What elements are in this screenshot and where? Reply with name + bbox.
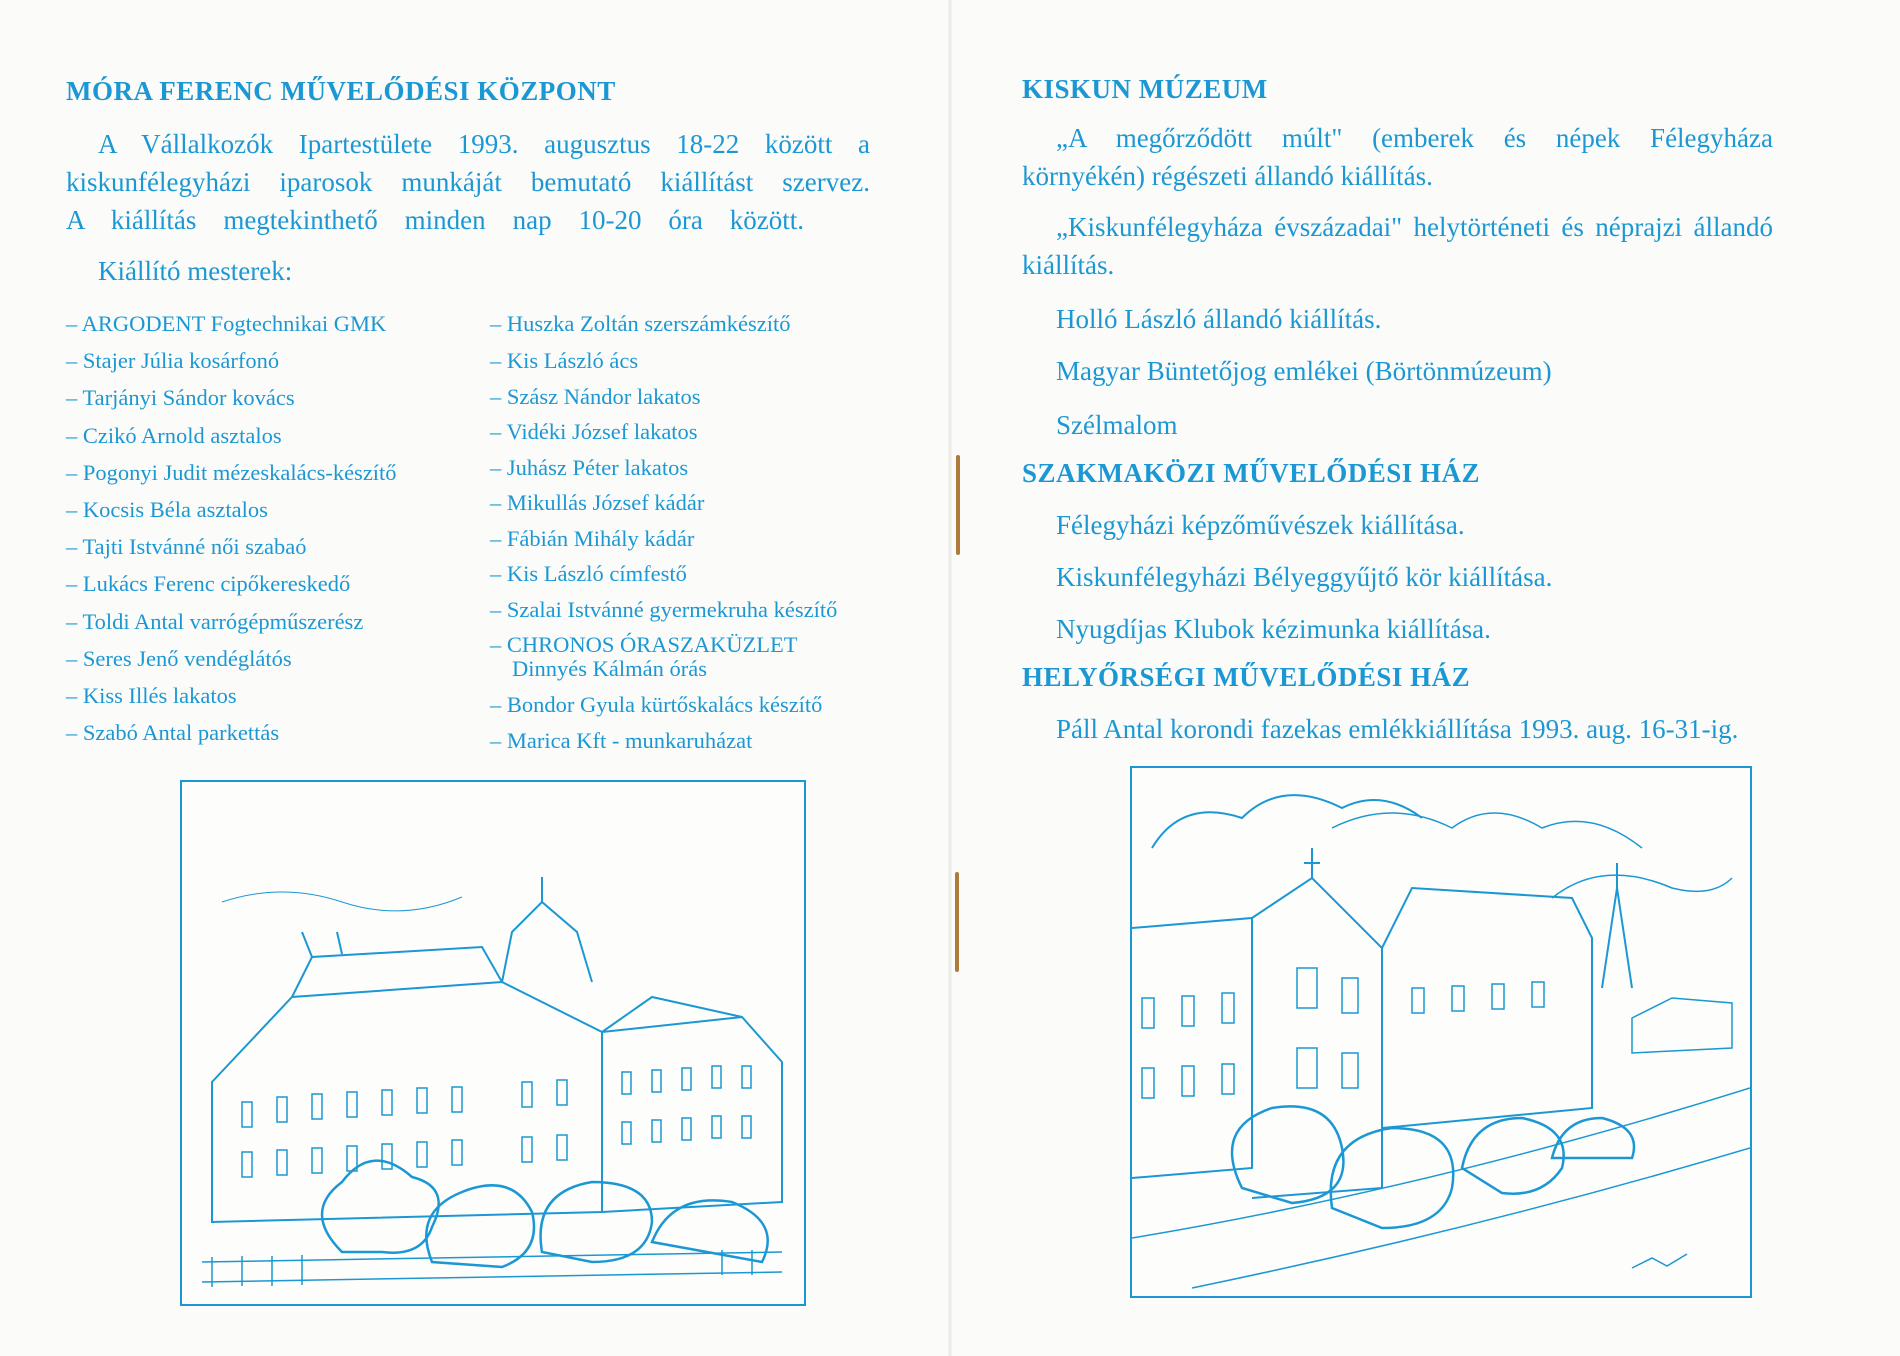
masters-list-2	[490, 312, 837, 766]
helyorseg-heading: HELYŐRSÉGI MŰVELŐDÉSI HÁZ	[1022, 662, 1471, 692]
szakma-item-2: Kiskunfélegyházi Bélyeggyűjtő kör kiállítása.	[1056, 562, 1553, 592]
museum-item-3: Holló László állandó kiállítás.	[1056, 304, 1382, 334]
list-item: – Szabó Antal parkettás	[66, 720, 280, 746]
list-item: – Stajer Júlia kosárfonó	[66, 348, 280, 374]
szakma-item-1: Félegyházi képzőművészek kiállítása.	[1056, 510, 1465, 540]
helyorseg-item: Páll Antal korondi fazekas emlékkiállítása 1993. aug. 16-31-ig.	[1056, 714, 1739, 744]
szakma-item-3: Nyugdíjas Klubok kézimunka kiállítása.	[1056, 614, 1491, 644]
museum-item-2-line-1: „Kiskunfélegyháza évszázadai" helytörténeti és néprajzi állandó	[1056, 212, 1773, 242]
list-item: – Szász Nándor lakatos	[490, 383, 701, 409]
list-item: – Tajti Istvánné női szabaó	[66, 534, 307, 560]
building-illustration	[180, 780, 806, 1306]
list-item: – Vidéki József lakatos	[490, 419, 698, 445]
list-item: – Toldi Antal varrógépműszerész	[66, 608, 364, 634]
list-item: – Huszka Zoltán szerszámkészítő	[490, 311, 791, 336]
museum-item-1-line-1: „A megőrződött múlt" (emberek és népek Félegyháza	[1056, 123, 1773, 153]
list-item: – Szalai Istvánné gyermekruha készítő	[490, 596, 838, 622]
museum-item-1-line-2: környékén) régészeti állandó kiállítás.	[1022, 161, 1433, 191]
list-item: – Juhász Péter lakatos	[490, 454, 689, 480]
list-item: – Kiss Illés lakatos	[66, 682, 237, 708]
left-heading: MÓRA FERENC MŰVELŐDÉSI KÖZPONT	[66, 76, 616, 106]
intro-line-1: A Vállalkozók Ipartestülete 1993. augusztus 18-22 között a	[98, 129, 870, 159]
list-item: – Mikullás József kádár	[490, 490, 705, 516]
szakma-heading: SZAKMAKÖZI MŰVELŐDÉSI HÁZ	[1022, 458, 1481, 488]
intro-line-2: kiskunfélegyházi iparosok munkáját bemutató kiállítást szervez.	[66, 167, 870, 197]
museum-item-5: Szélmalom	[1056, 410, 1178, 440]
list-item: – Pogonyi Judit mézeskalács-készítő	[66, 459, 397, 485]
museum-item-4: Magyar Büntetőjog emlékei (Börtönmúzeum)	[1056, 356, 1552, 386]
list-item	[490, 633, 837, 693]
masters-label: Kiállító mesterek:	[98, 256, 293, 286]
museum-street-illustration	[1130, 766, 1752, 1298]
list-item: – Tarjányi Sándor kovács	[66, 385, 295, 411]
list-item: – Marica Kft - munkaruházat	[490, 727, 753, 753]
list-item: – Kis László ács	[490, 348, 639, 374]
chronos-sub: Dinnyés Kálmán órás	[512, 655, 707, 681]
list-item: – Bondor Gyula kürtőskalács készítő	[490, 692, 823, 718]
intro-line-3: A kiállítás megtekinthető minden nap 10-20 óra között.	[66, 205, 804, 235]
museum-heading: KISKUN MÚZEUM	[1022, 74, 1268, 104]
list-item: – Kis László címfestő	[490, 561, 687, 587]
list-item: – Kocsis Béla asztalos	[66, 496, 268, 522]
list-item: – Lukács Ferenc cipőkereskedő	[66, 571, 351, 597]
list-item: – Seres Jenő vendéglátós	[66, 645, 292, 671]
list-item: – Fábián Mihály kádár	[490, 525, 695, 551]
list-item: – Czikó Arnold asztalos	[66, 422, 282, 448]
list-item: – ARGODENT Fogtechnikai GMK	[66, 311, 387, 336]
chronos-label: – CHRONOS ÓRASZAKÜZLET	[490, 632, 798, 658]
masters-list-1	[66, 312, 397, 758]
right-page	[950, 0, 1900, 1356]
museum-item-2-line-2: kiállítás.	[1022, 250, 1115, 280]
